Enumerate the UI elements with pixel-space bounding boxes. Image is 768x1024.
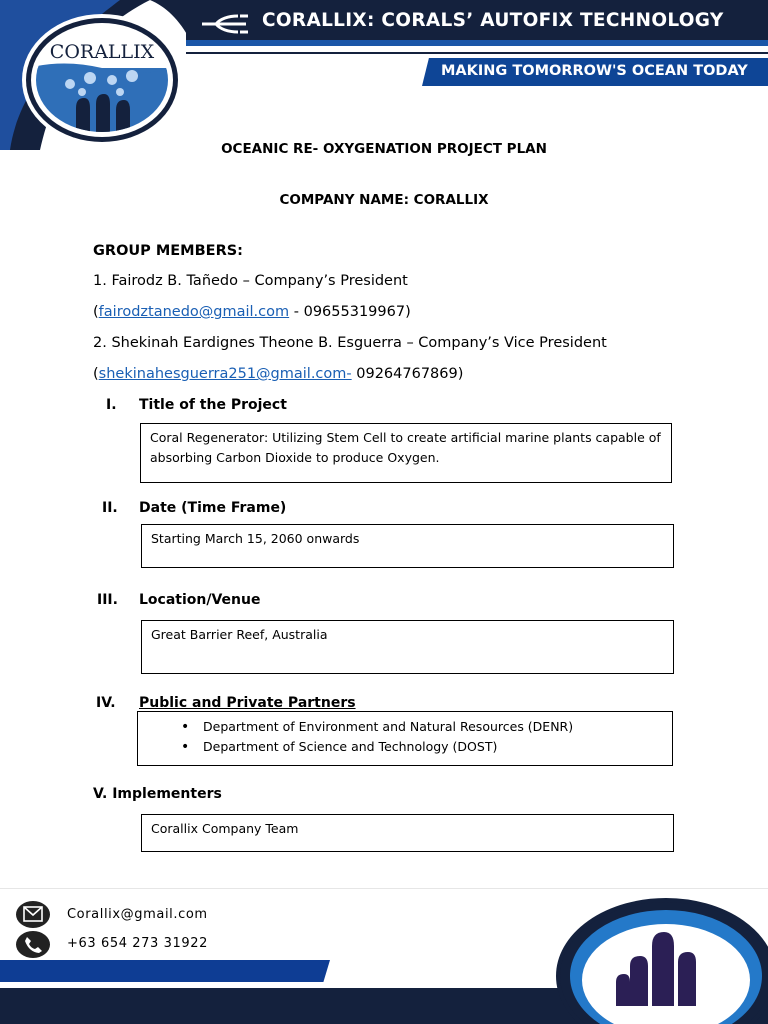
logo-text: CORALLIX: [49, 41, 155, 63]
section-4-number: IV.: [96, 695, 116, 711]
member-1-open-paren: (: [93, 304, 99, 320]
footer-divider: [0, 888, 768, 889]
section-2-box: Starting March 15, 2060 onwards: [141, 524, 674, 568]
envelope-icon: [23, 906, 43, 922]
section-5-heading: [93, 786, 222, 802]
partner-item-dost: • Department of Science and Technology (DOST): [203, 737, 663, 757]
footer-phone-icon-badge: [16, 931, 50, 958]
section-1-number: I.: [106, 397, 117, 413]
partner-item-denr: • Department of Environment and Natural Resources (DENR): [203, 717, 663, 737]
phone-icon: [23, 936, 43, 954]
member-2-name: 2. Shekinah Eardignes Theone B. Esguerra – Company’s Vice President: [93, 335, 607, 351]
section-5-label: V. Implementers: [93, 786, 222, 802]
footer-email-icon-badge: [16, 901, 50, 928]
member-2-open-paren: (: [93, 366, 99, 382]
section-3-label: Location/Venue: [139, 592, 261, 608]
section-5-box: Corallix Company Team: [141, 814, 674, 852]
footer-coral-emblem: [556, 896, 768, 1024]
section-2-number: II.: [102, 500, 118, 516]
company-name: COMPANY NAME: CORALLIX: [279, 192, 489, 208]
section-4-label: Public and Private Partners: [139, 695, 356, 711]
footer-phone: +63 654 273 31922: [67, 936, 209, 951]
section-1-box: Coral Regenerator: Utilizing Stem Cell to create artificial marine plants capable of absorbing Carbon Dioxide to produce Oxygen.: [140, 423, 672, 483]
trident-icon: [198, 13, 250, 35]
section-3-box: Great Barrier Reef, Australia: [141, 620, 674, 674]
member-2-phone: 09264767869): [351, 366, 464, 382]
member-1-contact: [93, 304, 411, 320]
partners-list: [173, 717, 663, 757]
member-2-email-link[interactable]: shekinahesguerra251@gmail.com-: [98, 366, 352, 382]
footer-blue-stripe: [0, 960, 330, 982]
document-title: OCEANIC RE- OXYGENATION PROJECT PLAN: [221, 141, 547, 157]
header-accent-stripe: [186, 40, 768, 46]
section-4-box: [137, 711, 673, 766]
member-1-phone: - 09655319967): [289, 304, 411, 320]
corallix-logo: [20, 12, 184, 148]
section-2-label: Date (Time Frame): [139, 500, 287, 516]
header-tagline: MAKING TOMORROW'S OCEAN TODAY: [441, 63, 748, 79]
member-2-contact: [93, 366, 463, 382]
group-members-heading: GROUP MEMBERS:: [93, 243, 243, 259]
member-1-email-link[interactable]: fairodztanedo@gmail.com: [98, 304, 290, 320]
corallix-logo-graphic: [20, 12, 184, 148]
header-divider-line: [186, 52, 768, 54]
section-1-label: Title of the Project: [139, 397, 287, 413]
section-3-number: III.: [97, 592, 118, 608]
footer-email[interactable]: Corallix@gmail.com: [67, 907, 208, 922]
member-1-name: 1. Fairodz B. Tañedo – Company’s President: [93, 273, 408, 289]
header-title: CORALLIX: CORALS’ AUTOFIX TECHNOLOGY: [262, 10, 724, 31]
